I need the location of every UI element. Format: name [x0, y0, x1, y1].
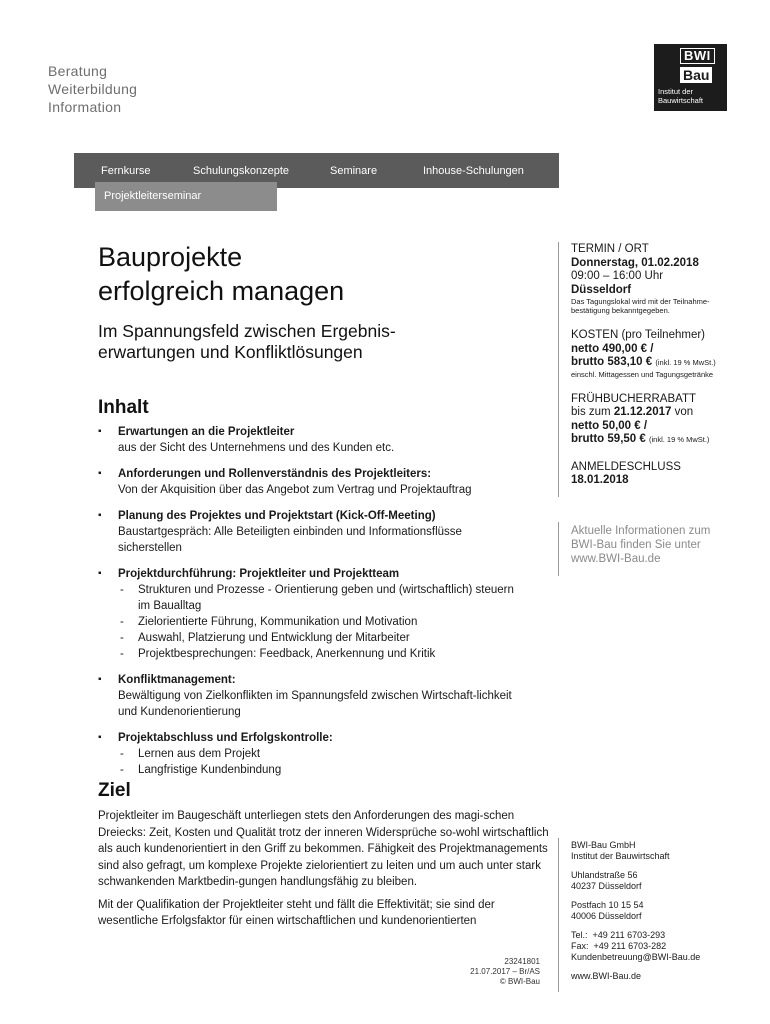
- website: [571, 971, 761, 982]
- rabatt-bis-prefix: bis zum: [571, 406, 614, 418]
- logo-bwi: BWI: [680, 48, 715, 64]
- list-item: [98, 466, 558, 498]
- phone[interactable]: Tel.: +49 211 6703-293: [571, 930, 666, 940]
- tagline-line: Beratung: [48, 63, 108, 79]
- logo-institut-line: Bauwirtschaft: [658, 96, 704, 105]
- termin-block: [571, 243, 761, 315]
- logo-institut-line: Institut der: [658, 87, 694, 96]
- city: 40237 Düsseldorf: [571, 881, 642, 891]
- list-item-text: aus der Sicht des Unternehmens und des Kunden etc.: [118, 442, 395, 454]
- list-item-title: ▪ Konfliktmanagement:: [118, 674, 236, 686]
- list-item-title: ▪ Erwartungen an die Projektleiter: [118, 426, 295, 438]
- subnav-label: Projektleiterseminar: [104, 190, 202, 202]
- sub-list-item: - Zielorientierte Führung, Kommunikation und Motivation: [118, 614, 558, 630]
- reference-line: © BWI-Bau: [499, 977, 540, 986]
- ziel-paragraph: Projektleiter im Baugeschäft unterliegen stets den Anforderungen des magi-schen Dreiecks: Zeit, Kosten und Qualität trotz der inneren Widersprüche so-wohl wirtschaftlich als auch kundenorientiert in den Griff zu bekommen. Fähigkeit des Projektmanagements sind also gefragt, um komplexe Projekte zielorientiert zu leiten und um auch unter stark schwankenden Marktbedin-gungen handlungsfähig zu bleiben.: [98, 810, 549, 888]
- logo-institut: [658, 87, 703, 105]
- nav-item-inhouse-schulungen[interactable]: Inhouse-Schulungen: [423, 165, 524, 177]
- termin-note: bestätigung bekanntgegeben.: [571, 306, 670, 315]
- po-box-city: 40006 Düsseldorf: [571, 911, 642, 921]
- list-item: [98, 424, 558, 456]
- subnav-projektleiterseminar[interactable]: [95, 182, 277, 211]
- termin-date: Donnerstag, 01.02.2018: [571, 256, 699, 269]
- list-item-text: Von der Akquisition über das Angebot zum Vertrag und Projektauftrag: [118, 484, 472, 496]
- list-item: [98, 566, 558, 662]
- logo-bau: Bau: [680, 67, 712, 83]
- list-item-title: ▪ Planung des Projektes und Projektstart (Kick-Off-Meeting): [118, 510, 436, 522]
- info-line: BWI-Bau finden Sie unter: [571, 539, 701, 551]
- list-item-text: Baustartgespräch: Alle Beteiligten einbinden und Informationsflüsse sicherstellen: [118, 526, 462, 554]
- list-item-title: ▪ Projektabschluss und Erfolgskontrolle:: [118, 732, 333, 744]
- info-note: [571, 524, 761, 566]
- kosten-note: einschl. Mittagessen und Tagungsgetränke: [571, 369, 714, 379]
- rabatt-brutto: brutto 59,50 €: [571, 433, 646, 445]
- termin-city: Düsseldorf: [571, 283, 632, 296]
- event-details: [571, 243, 761, 502]
- reference-line: 23241801: [504, 957, 540, 966]
- rabatt-brutto-note: (inkl. 19 % MwSt.): [648, 435, 710, 444]
- list-item: [98, 508, 558, 556]
- anmeldeschluss-block: [571, 461, 761, 488]
- document-reference: [470, 957, 540, 987]
- ziel-heading: Ziel: [98, 780, 131, 801]
- tagline: [48, 62, 137, 116]
- sub-list-item: - Projektbesprechungen: Feedback, Anerkennung und Kritik: [118, 646, 558, 662]
- sub-list-item: - Lernen aus dem Projekt: [118, 746, 558, 762]
- page-title: [98, 240, 344, 308]
- info-line: Aktuelle Informationen zum: [571, 525, 711, 537]
- bwi-bau-logo: [654, 44, 727, 111]
- sidebar-divider: [558, 242, 559, 497]
- po-box: [571, 900, 761, 922]
- street: Uhlandstraße 56: [571, 870, 638, 880]
- sub-list-item: - Strukturen und Prozesse - Orientierung geben und (wirtschaftlich) steuern im Baualltag: [118, 582, 528, 614]
- termin-time: 09:00 – 16:00 Uhr: [571, 270, 664, 282]
- rabatt-bis-date: 21.12.2017: [613, 406, 672, 418]
- sub-list-item: - Auswahl, Platzierung und Entwicklung der Mitarbeiter: [118, 630, 558, 646]
- fax: Fax: +49 211 6703-282: [571, 941, 667, 951]
- email-link[interactable]: Kundenbetreuung@BWI-Bau.de: [571, 952, 701, 962]
- anmeldeschluss-date: 18.01.2018: [571, 474, 629, 486]
- nav-item-seminare[interactable]: Seminare: [330, 165, 378, 177]
- company-name: [571, 840, 761, 862]
- company-name-line: Institut der Bauwirtschaft: [571, 851, 670, 861]
- list-item: [98, 730, 558, 778]
- tagline-line: Information: [48, 99, 122, 115]
- title-line: erfolgreich managen: [98, 276, 345, 306]
- rabatt-bis-suffix: von: [671, 406, 694, 418]
- list-item-text: Bewältigung von Zielkonflikten im Spannungsfeld zwischen Wirtschaft-lichkeit und Kundenorientierung: [118, 690, 512, 718]
- sidebar-divider: [558, 522, 559, 576]
- website-link[interactable]: www.BWI-Bau.de: [571, 971, 642, 981]
- rabatt-label: FRÜHBUCHERRABATT: [571, 392, 697, 405]
- nav-item-schulungskonzepte[interactable]: Schulungskonzepte: [193, 165, 290, 177]
- ziel-paragraph: Mit der Qualifikation der Projektleiter steht und fällt die Effektivität; sie sind der wesentliche Erfolgsfaktor für einen wirtschaftlichen und kundenorientierten: [98, 898, 495, 927]
- subtitle-line: Im Spannungsfeld zwischen Ergebnis-: [98, 321, 396, 341]
- kosten-brutto: brutto 583,10 €: [571, 356, 653, 368]
- tagline-line: Weiterbildung: [48, 81, 138, 97]
- company-name-line: BWI-Bau GmbH: [571, 840, 636, 850]
- list-item: [98, 672, 558, 720]
- kosten-netto: netto 490,00 € /: [571, 342, 654, 355]
- company-address: [571, 840, 761, 990]
- reference-line: 21.07.2017 – Br/AS: [470, 967, 540, 976]
- subtitle-line: erwartungen und Konfliktlösungen: [98, 342, 363, 362]
- kosten-block: [571, 329, 761, 379]
- po-box-number: Postfach 10 15 54: [571, 900, 644, 910]
- kosten-label: KOSTEN (pro Teilnehmer): [571, 329, 705, 341]
- page-subtitle: [98, 321, 396, 363]
- sub-list-item: - Langfristige Kundenbindung: [118, 762, 558, 778]
- termin-note: Das Tagungslokal wird mit der Teilnahme-: [571, 297, 710, 306]
- contact: [571, 930, 761, 963]
- ziel-text: [98, 808, 550, 936]
- rabatt-netto: netto 50,00 € /: [571, 419, 648, 432]
- list-item-title: ▪ Anforderungen und Rollenverständnis des Projektleiters:: [118, 468, 432, 480]
- list-item-title: ▪ Projektdurchführung: Projektleiter und Projektteam: [118, 568, 400, 580]
- inhalt-heading: Inhalt: [98, 397, 149, 418]
- sub-list: [118, 582, 558, 662]
- nav-item-fernkurse[interactable]: Fernkurse: [101, 165, 151, 177]
- inhalt-list: [98, 424, 558, 788]
- kosten-brutto-note: (inkl. 19 % MwSt.): [655, 358, 716, 367]
- termin-label: TERMIN / ORT: [571, 243, 649, 255]
- rabatt-block: [571, 393, 761, 447]
- street-address: [571, 870, 761, 892]
- info-link[interactable]: www.BWI-Bau.de: [571, 553, 661, 565]
- sub-list: [118, 746, 558, 778]
- sidebar-divider: [558, 838, 559, 992]
- anmeldeschluss-label: ANMELDESCHLUSS: [571, 460, 681, 473]
- title-line: Bauprojekte: [98, 242, 243, 272]
